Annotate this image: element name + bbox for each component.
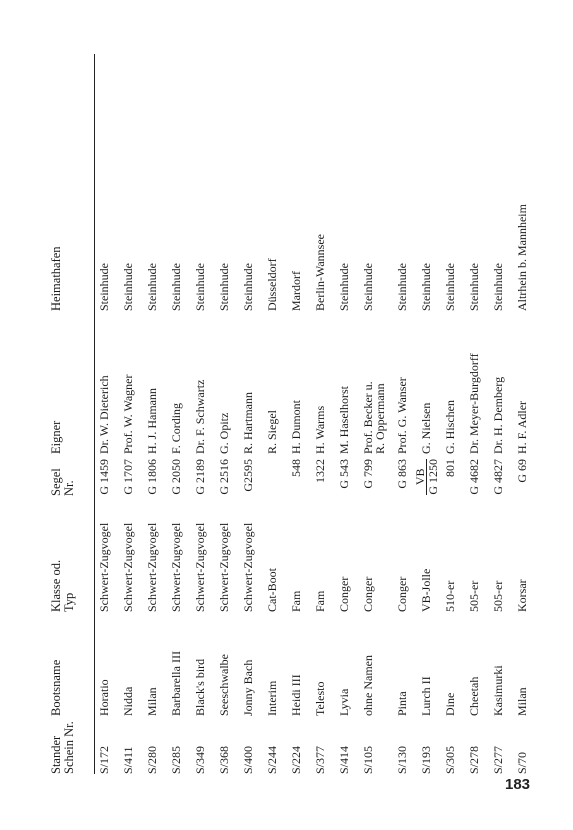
table-row — [314, 54, 334, 774]
segel-nr: G 2050 — [169, 459, 183, 495]
bootsname: Cheetah — [467, 676, 481, 716]
bootsname: Seeschwalbe — [217, 654, 231, 716]
heimathafen: Steinhude — [217, 263, 231, 311]
stander-schein-nr: S/377 — [313, 745, 327, 774]
stander-schein-nr: S/224 — [289, 745, 303, 774]
segel-nr-top: VB — [414, 459, 427, 495]
bootsname: Heidi III — [289, 674, 303, 716]
klasse: Schwert-Zugvogel — [97, 522, 111, 612]
table-row — [98, 54, 118, 774]
eigner: Dr. H. Demberg — [491, 376, 505, 454]
header-klasse: Klasse od. Typ — [49, 559, 76, 612]
bootsname: Lyvia — [337, 688, 351, 716]
stander-schein-nr: S/105 — [361, 745, 375, 774]
segel-nr: G 1806 — [145, 459, 159, 495]
klasse: Schwert-Zugvogel — [121, 522, 135, 612]
eigner: H. Warms — [313, 405, 327, 454]
bootsname: Milan — [145, 687, 159, 716]
heimathafen: Altrhein b. Mannheim — [515, 204, 529, 311]
segel-nr-fraction — [414, 459, 439, 495]
eigner: H. Dumont — [289, 400, 303, 454]
bootsname: Dine — [443, 692, 457, 716]
segel-nr: 1322 — [313, 459, 327, 483]
heimathafen: Steinhude — [169, 263, 183, 311]
heimathafen: Steinhude — [443, 263, 457, 311]
segel-nr: G 4682 — [467, 459, 481, 495]
eigner-stack — [362, 381, 386, 454]
bootsname: Nidda — [121, 686, 135, 716]
table-row — [413, 54, 440, 774]
klasse: Korsar — [515, 579, 529, 612]
segel-nr: G 4827 — [491, 459, 505, 495]
segel-nr: G 863 — [395, 459, 409, 489]
segel-nr — [414, 459, 440, 515]
heimathafen: Steinhude — [419, 263, 433, 311]
eigner-line-1: Prof. Becker u. — [361, 381, 375, 454]
eigner: Dr. Meyer-Burgdorff — [467, 353, 481, 454]
table-row — [396, 54, 416, 774]
table-row — [194, 54, 214, 774]
bootsname: ohne Namen — [361, 655, 375, 716]
header-stander-schein-nr: Stander Schein Nr. — [49, 721, 76, 774]
heimathafen: Mardorf — [289, 271, 303, 311]
stander-schein-nr: S/70 — [515, 751, 529, 774]
stander-schein-nr: S/130 — [395, 745, 409, 774]
bootsname: Jonny Bach — [241, 659, 255, 716]
klasse: VB-Jolle — [419, 568, 433, 612]
eigner: Prof. G. Wanser — [395, 377, 409, 454]
heimathafen: Steinhude — [361, 263, 375, 311]
stander-schein-nr: S/193 — [419, 745, 433, 774]
eigner-line-2: R. Oppermann — [373, 383, 387, 454]
eigner: Dr. F. Schwartz — [193, 379, 207, 454]
klasse: Conger — [395, 576, 409, 612]
rotated-table-container — [0, 54, 573, 774]
table-row — [468, 54, 488, 774]
klasse: Conger — [361, 576, 375, 612]
segel-nr: G2595 — [241, 459, 255, 492]
klasse: Fam — [313, 590, 327, 612]
heimathafen: Düsseldorf — [265, 258, 279, 311]
stander-schein-nr: S/285 — [169, 745, 183, 774]
klasse: Schwert-Zugvogel — [241, 522, 255, 612]
segel-nr: G 543 — [337, 459, 351, 489]
header-bottom-rule — [94, 54, 95, 774]
table-row — [242, 54, 262, 774]
klasse: 510-er — [443, 580, 457, 612]
stander-schein-nr: S/244 — [265, 745, 279, 774]
stander-schein-nr: S/277 — [491, 745, 505, 774]
segel-nr: G 2189 — [193, 459, 207, 495]
stander-schein-nr: S/278 — [467, 745, 481, 774]
eigner: R. Siegel — [265, 410, 279, 454]
heimathafen: Steinhude — [97, 263, 111, 311]
stander-schein-nr: S/400 — [241, 745, 255, 774]
eigner: Prof. W. Wagner — [121, 374, 135, 454]
heimathafen: Steinhude — [337, 263, 351, 311]
klasse: 505-er — [491, 580, 505, 612]
heimathafen: Berlin-Wannsee — [313, 233, 327, 311]
heimathafen: Steinhude — [241, 263, 255, 311]
segel-nr: G 799 — [361, 459, 375, 489]
table-row — [338, 54, 358, 774]
heimathafen: Steinhude — [491, 263, 505, 311]
klasse: Schwert-Zugvogel — [193, 522, 207, 612]
klasse: 505-er — [467, 580, 481, 612]
stander-schein-nr: S/414 — [337, 745, 351, 774]
eigner — [362, 381, 387, 454]
klasse: Schwert-Zugvogel — [145, 522, 159, 612]
eigner: H. J. Hamann — [145, 388, 159, 454]
bootsname: Milan — [515, 687, 529, 716]
heimathafen: Steinhude — [121, 263, 135, 311]
stander-schein-nr: S/411 — [121, 746, 135, 774]
eigner: G. Nielsen — [419, 402, 433, 454]
table-row — [266, 54, 286, 774]
segel-nr: G 69 — [515, 459, 529, 483]
bootsname: Horatio — [97, 679, 111, 716]
stander-schein-nr: S/368 — [217, 745, 231, 774]
heimathafen: Steinhude — [395, 263, 409, 311]
table-row — [444, 54, 464, 774]
stander-schein-nr: S/172 — [97, 745, 111, 774]
eigner: H. F. Adler — [515, 400, 529, 454]
heimathafen: Steinhude — [193, 263, 207, 311]
table-row — [170, 54, 190, 774]
klasse: Conger — [337, 576, 351, 612]
bootsname: Kasimurki — [491, 665, 505, 716]
bootsname: Telesto — [313, 681, 327, 716]
table-row — [122, 54, 142, 774]
segel-nr: G 2516 — [217, 459, 231, 495]
table-row — [492, 54, 512, 774]
eigner: G. Hischen — [443, 400, 457, 454]
table-row — [218, 54, 238, 774]
eigner: F. Cording — [169, 402, 183, 454]
bootsname: Pinta — [395, 691, 409, 716]
table-row — [361, 54, 387, 774]
eigner: R. Hartmann — [241, 392, 255, 454]
klasse: Cat-Boot — [265, 568, 279, 612]
segel-nr: 548 — [289, 459, 303, 477]
klasse: Schwert-Zugvogel — [169, 522, 183, 612]
stander-schein-nr: S/280 — [145, 745, 159, 774]
segel-nr: 801 — [443, 459, 457, 477]
klasse: Fam — [289, 590, 303, 612]
header-heimathafen: Heimathafen — [49, 246, 63, 311]
header-eigner: Eigner — [49, 420, 63, 454]
segel-nr-bottom: G 1250 — [426, 459, 440, 495]
header-segel-nr: Segel Nr. — [49, 468, 76, 496]
segel-nr: G 1459 — [97, 459, 111, 495]
klasse: Schwert-Zugvogel — [217, 522, 231, 612]
heimathafen: Steinhude — [467, 263, 481, 311]
header-bootsname: Bootsname — [49, 659, 63, 716]
bootsname: Black's bird — [193, 658, 207, 716]
page-number: 183 — [505, 776, 531, 793]
table-row — [516, 54, 536, 774]
heimathafen: Steinhude — [145, 263, 159, 311]
eigner: G. Opitz — [217, 412, 231, 454]
stander-schein-nr: S/349 — [193, 745, 207, 774]
bootsname: Barbarella III — [169, 651, 183, 716]
table-row — [146, 54, 166, 774]
eigner: M. Haselhorst — [337, 386, 351, 454]
segel-nr: G 1707 — [121, 459, 135, 495]
table-row — [290, 54, 310, 774]
stander-schein-nr: S/305 — [443, 745, 457, 774]
bootsname: Lurch II — [419, 676, 433, 716]
eigner: Dr. W. Dieterich — [97, 375, 111, 454]
bootsname: Interim — [265, 680, 279, 716]
